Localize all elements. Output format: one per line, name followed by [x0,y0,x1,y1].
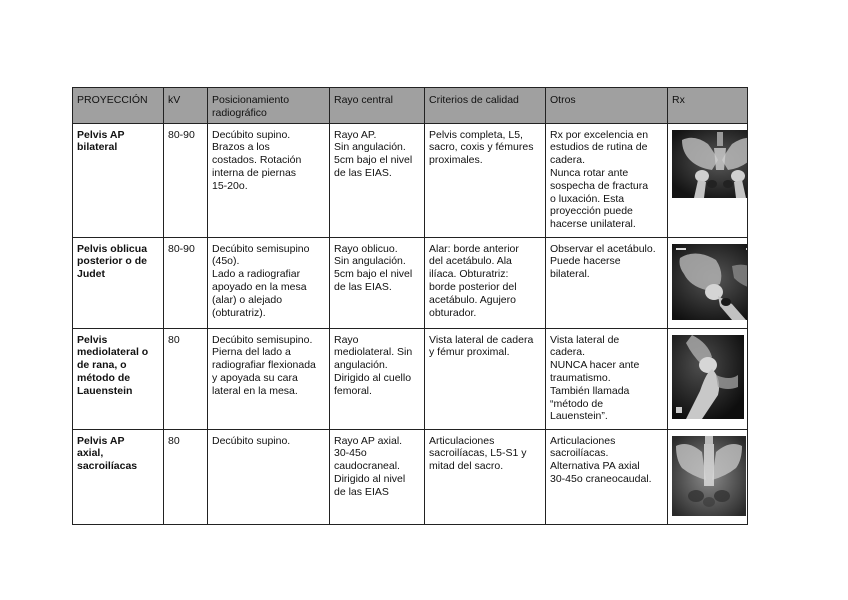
header-posicionamiento: Posicionamiento radiográfico [208,88,330,124]
radiology-projection-table [72,87,748,525]
cell-rx [668,429,748,524]
table-row [73,328,748,429]
header-kv: kV [164,88,208,124]
cell-kv: 80 [164,328,208,429]
cell-rayo-central: Rayo AP. Sin angulación. 5cm bajo el nivel de las EIAS. [330,123,425,237]
cell-proyeccion: Pelvis AP bilateral [73,123,164,237]
xray-sacroiliac-axial-image [672,436,746,516]
cell-otros: Rx por excelencia en estudios de rutina de cadera. Nunca rotar ante sospecha de fractura o luxación. Esta proyección puede hacerse unilateral. [546,123,668,237]
cell-otros: Vista lateral de cadera. NUNCA hacer ante traumatismo. También llamada “método de Lauenstein”. [546,328,668,429]
cell-proyeccion: Pelvis oblicua posterior o de Judet [73,237,164,328]
cell-criterios: Vista lateral de cadera y fémur proximal. [425,328,546,429]
table-row [73,123,748,237]
header-rx: Rx [668,88,748,124]
cell-otros: Articulaciones sacroilíacas. Alternativa PA axial 30-45o craneocaudal. [546,429,668,524]
cell-posicionamiento: Decúbito semisupino. Pierna del lado a radiografiar flexionada y apoyada su cara lateral en la mesa. [208,328,330,429]
cell-rayo-central: Rayo oblicuo. Sin angulación. 5cm bajo el nivel de las EIAS. [330,237,425,328]
table-header-row [73,88,748,124]
cell-rayo-central: Rayo AP axial. 30-45o caudocraneal. Dirigido al nivel de las EIAS [330,429,425,524]
xray-pelvis-judet-image [672,244,748,320]
cell-kv: 80-90 [164,123,208,237]
cell-kv: 80 [164,429,208,524]
header-otros: Otros [546,88,668,124]
cell-criterios: Pelvis completa, L5, sacro, coxis y fémures proximales. [425,123,546,237]
cell-rx [668,237,748,328]
cell-proyeccion: Pelvis mediolateral o de rana, o método de Lauenstein [73,328,164,429]
xray-hip-lauenstein-graphic [672,335,744,419]
cell-criterios: Alar: borde anterior del acetábulo. Ala ilíaca. Obturatriz: borde posterior del acetábulo. Agujero obturador. [425,237,546,328]
header-proyeccion: PROYECCIÓN [73,88,164,124]
header-criterios: Criterios de calidad [425,88,546,124]
cell-otros: Observar el acetábulo. Puede hacerse bilateral. [546,237,668,328]
xray-hip-lauenstein-image [672,335,744,419]
xray-pelvis-ap-bilateral-graphic [672,130,748,198]
xray-pelvis-judet-graphic [672,244,748,320]
header-rayo-central: Rayo central [330,88,425,124]
cell-posicionamiento: Decúbito supino. Brazos a los costados. Rotación interna de piernas 15-20o. [208,123,330,237]
cell-kv: 80-90 [164,237,208,328]
cell-rx [668,328,748,429]
xray-pelvis-ap-bilateral-image [672,130,748,198]
cell-rayo-central: Rayo mediolateral. Sin angulación. Dirigido al cuello femoral. [330,328,425,429]
cell-criterios: Articulaciones sacroilíacas, L5-S1 y mitad del sacro. [425,429,546,524]
table-row [73,237,748,328]
cell-proyeccion: Pelvis AP axial, sacroilíacas [73,429,164,524]
xray-sacroiliac-axial-graphic [672,436,746,516]
cell-posicionamiento: Decúbito semisupino (45o). Lado a radiografiar apoyado en la mesa (alar) o alejado (obturatriz). [208,237,330,328]
cell-posicionamiento: Decúbito supino. [208,429,330,524]
cell-rx [668,123,748,237]
table-row [73,429,748,524]
